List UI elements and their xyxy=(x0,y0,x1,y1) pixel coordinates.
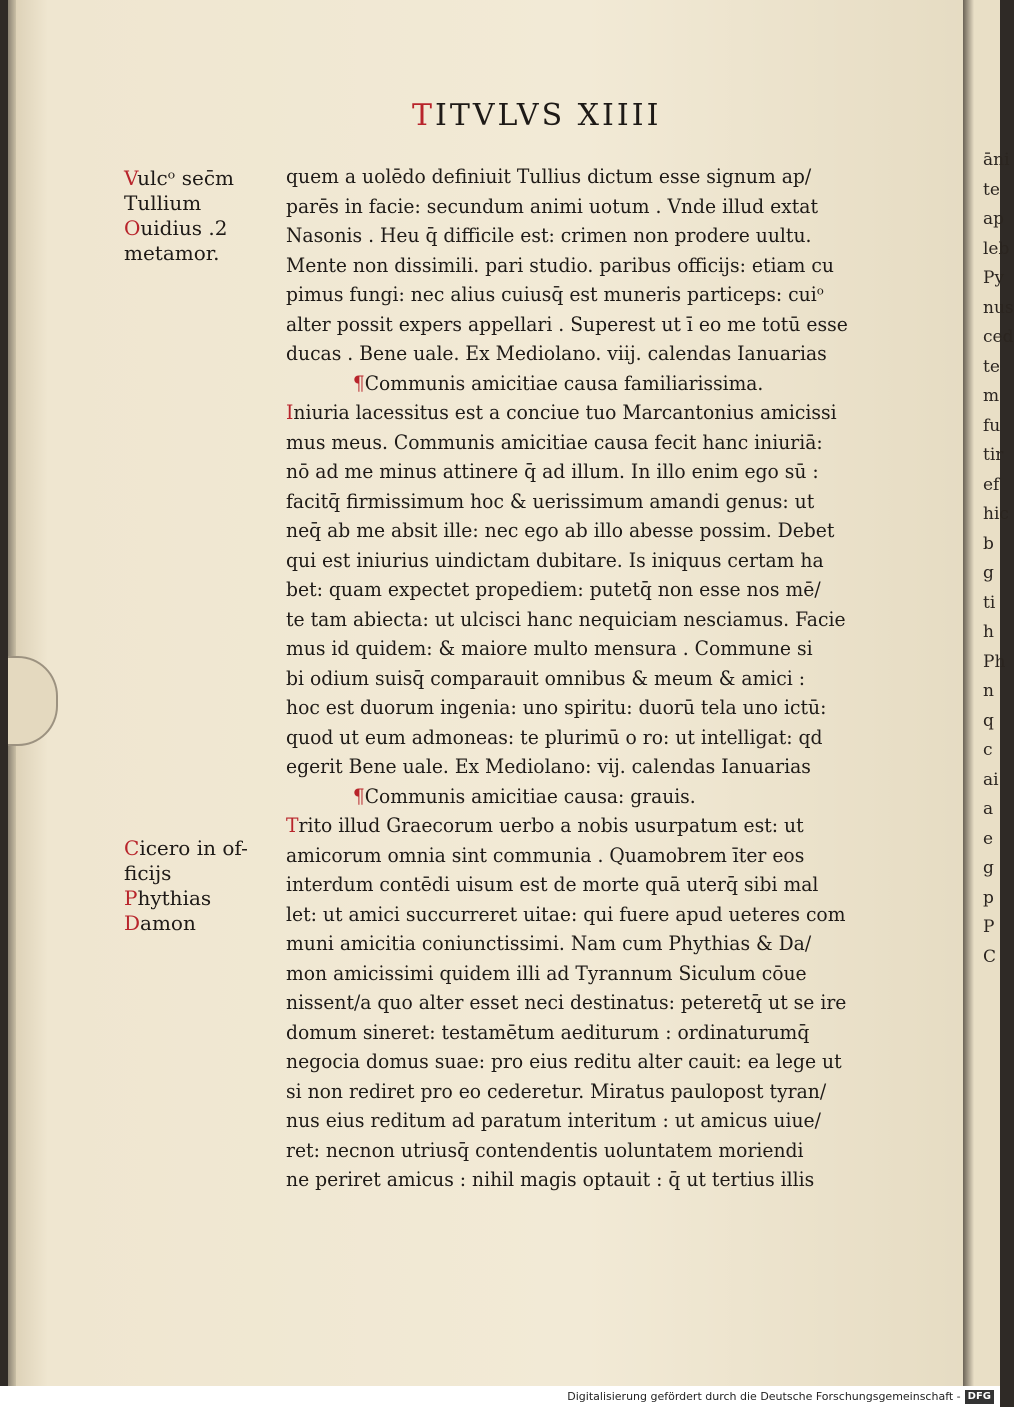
text-line xyxy=(286,398,901,428)
text-line xyxy=(286,428,901,458)
line-text: egerit Bene uale. Ex Mediolano: vij. calendas Ianuarias xyxy=(286,755,811,778)
margin-note-line xyxy=(124,216,264,241)
facing-page-fragment: Ph xyxy=(983,651,1006,672)
line-text: mon amicissimi quidem illi ad Tyrannum Siculum cōue xyxy=(286,961,807,985)
facing-page-fragment: q xyxy=(983,710,994,731)
facing-page-fragment: h xyxy=(983,622,994,642)
text-line xyxy=(286,280,901,310)
facing-page-fragment: fu xyxy=(983,415,1001,436)
line-text: nissent/a quo alter esset neci destinatus: peteretq̄ ut se ire xyxy=(286,991,847,1014)
margin-note-initial: C xyxy=(124,836,140,860)
line-text: neq̄ ab me absit ille: nec ego ab illo abesse possim. Debet xyxy=(286,519,835,542)
facing-page-fragment: g xyxy=(983,858,994,878)
paragraph-mark: ¶ xyxy=(352,371,365,395)
margin-note-text: ulcᵒ sec̄m xyxy=(137,166,234,190)
line-text: quem a uolēdo definiuit Tullius dictum esse signum ap/ xyxy=(286,165,812,188)
initial-capital: T xyxy=(286,814,299,837)
text-line xyxy=(286,841,901,871)
text-line xyxy=(286,192,901,222)
margin-note-line xyxy=(124,166,264,191)
margin-notes-bottom xyxy=(124,836,264,936)
line-text: quod ut eum admoneas: te plurimū o ro: ut intelligat: qd xyxy=(286,725,823,749)
facing-page-fragment: ti xyxy=(983,592,996,613)
footer-text: Digitalisierung gefördert durch die Deutsche Forschungsgemeinschaft - xyxy=(567,1390,961,1403)
text-line xyxy=(286,1018,901,1048)
margin-note-text: uidius .2 xyxy=(140,216,228,240)
facing-page-fragment: ced xyxy=(983,327,1014,347)
margin-note-initial: P xyxy=(124,886,138,910)
facing-page-fragment: a xyxy=(983,799,994,819)
line-text: negocia domus suae: pro eius reditu alter cauit: ea lege ut xyxy=(286,1050,842,1073)
facing-page-fragment: leb xyxy=(983,238,1010,259)
margin-note-text: metamor. xyxy=(124,241,220,265)
line-text: si non rediret pro eo cederetur. Miratus paulopost tyran/ xyxy=(286,1079,827,1103)
facing-page-fragment: Py xyxy=(983,268,1005,288)
line-text: amicorum omnia sint communia . Quamobrem īter eos xyxy=(286,843,805,867)
text-line xyxy=(286,900,901,930)
facing-page-fragment: tir xyxy=(983,445,1004,465)
text-line xyxy=(286,487,901,517)
facing-page-fragment: te xyxy=(983,356,1000,377)
facing-page-fragment: ap xyxy=(983,209,1005,229)
facing-page-fragment: n xyxy=(983,681,994,701)
line-text: niuria lacessitus est a conciue tuo Marcantonius amicissi xyxy=(293,401,837,424)
line-text: Nasonis . Heu q̄ difficile est: crimen non prodere uultu. xyxy=(286,224,812,247)
title-initial: T xyxy=(412,98,436,133)
line-text: Communis amicitiae causa: grauis. xyxy=(364,784,696,808)
line-text: mus id quidem: & maiore multo mensura . Commune si xyxy=(286,637,813,660)
rubric-heading xyxy=(286,782,898,812)
facing-page-fragment: m xyxy=(983,386,1000,406)
main-text xyxy=(286,162,926,1195)
line-text: parēs in facie: secundum animi uotum . Vnde illud extat xyxy=(286,194,818,218)
line-text: pimus fungi: nec alius cuiusq̄ est muneris particeps: cuiᵒ xyxy=(286,283,824,306)
initial-capital: I xyxy=(286,401,294,424)
margin-note-line xyxy=(124,836,264,861)
line-text: interdum contēdi uisum est de morte quā uterq̄ sibi mal xyxy=(286,873,819,896)
line-text: Communis amicitiae causa familiarissima. xyxy=(364,371,764,395)
line-text: muni amicitia coniunctissimi. Nam cum Phythias & Da/ xyxy=(286,932,812,955)
text-line xyxy=(286,339,901,369)
line-text: hoc est duorum ingenia: uno spiritu: duorū tela uno ictū: xyxy=(286,696,827,719)
margin-note-initial: O xyxy=(124,216,141,240)
text-line xyxy=(286,1047,901,1077)
line-text: nus eius reditum ad paratum interitum : ut amicus uiue/ xyxy=(286,1109,821,1132)
facing-page-fragment: c xyxy=(983,740,993,760)
text-line xyxy=(286,516,901,546)
facing-page-fragment: P xyxy=(983,917,995,937)
paragraph-mark: ¶ xyxy=(352,784,365,808)
digitization-footer xyxy=(0,1386,1000,1407)
line-text: Mente non dissimili. pari studio. paribus officijs: etiam cu xyxy=(286,253,834,277)
text-line xyxy=(286,752,901,782)
margin-note-text: ficijs xyxy=(124,861,172,885)
facing-page-fragment: hic xyxy=(983,504,1009,524)
text-line xyxy=(286,929,901,959)
text-line xyxy=(286,310,901,340)
margin-note-line xyxy=(124,241,264,266)
margin-note-line xyxy=(124,191,264,216)
text-line xyxy=(286,221,901,251)
facing-page-fragment: āni xyxy=(983,150,1010,170)
dfg-logo: DFG xyxy=(965,1390,994,1404)
margin-note-text: Tullium xyxy=(124,191,202,215)
line-text: nō ad me minus attinere q̄ ad illum. In illo enim ego sū : xyxy=(286,460,819,483)
facing-page-fragment: te xyxy=(983,179,1000,200)
title-text: ITVLVS XIIII xyxy=(435,98,662,133)
line-text: facitq̄ firmissimum hoc & uerissimum amandi genus: ut xyxy=(286,489,815,513)
text-line xyxy=(286,959,901,989)
text-line xyxy=(286,1077,901,1107)
text-line xyxy=(286,693,901,723)
margin-note-line xyxy=(124,911,264,936)
facing-page-fragment: b xyxy=(983,533,994,554)
line-text: qui est iniurius uindictam dubitare. Is iniquus certam ha xyxy=(286,548,824,572)
text-line xyxy=(286,1165,901,1195)
line-text: let: ut amici succurreret uitae: qui fuere apud ueteres com xyxy=(286,902,846,926)
line-text: ducas . Bene uale. Ex Mediolano. viij. calendas Ianuarias xyxy=(286,342,827,365)
line-text: domum sineret: testamētum aediturum : ordinaturumq̄ xyxy=(286,1020,810,1044)
facing-page-fragment: C xyxy=(983,946,997,967)
facing-page-fragment: nus xyxy=(983,297,1014,318)
facing-page-fragment: ef xyxy=(983,474,1000,495)
line-text: ne periret amicus : nihil magis optauit : q̄ ut tertius illis xyxy=(286,1168,815,1191)
text-line xyxy=(286,1106,901,1136)
line-text: rito illud Graecorum uerbo a nobis usurpatum est: ut xyxy=(298,814,804,837)
margin-note-line xyxy=(124,886,264,911)
text-line xyxy=(286,575,901,605)
line-text: bi odium suisq̄ comparauit omnibus & meum & amici : xyxy=(286,666,806,690)
text-line xyxy=(286,1136,901,1166)
facing-page-fragment: p xyxy=(983,887,994,908)
book-clasp xyxy=(8,656,58,746)
line-text: alter possit expers appellari . Superest ut ī eo me totū esse xyxy=(286,312,848,336)
line-text: mus meus. Communis amicitiae causa fecit hanc iniuriā: xyxy=(286,430,823,454)
line-text: bet: quam expectet propediem: putetq̄ non esse nos mē/ xyxy=(286,578,821,601)
text-line xyxy=(286,162,901,192)
text-line xyxy=(286,605,901,635)
margin-note-text: icero in of- xyxy=(139,836,248,860)
text-line xyxy=(286,811,901,841)
margin-note-initial: D xyxy=(124,911,141,935)
margin-note-initial: V xyxy=(124,166,138,190)
line-text: te tam abiecta: ut ulcisci hanc nequiciam nesciamus. Facie xyxy=(286,607,846,631)
facing-page-fragment: g xyxy=(983,563,994,583)
text-line xyxy=(286,870,901,900)
text-line xyxy=(286,723,901,753)
text-line xyxy=(286,634,901,664)
rubric-heading xyxy=(286,369,898,399)
line-text: ret: necnon utriusq̄ contendentis uoluntatem moriendi xyxy=(286,1138,804,1162)
margin-note-text: amon xyxy=(140,911,196,935)
text-line xyxy=(286,988,901,1018)
text-line xyxy=(286,457,901,487)
margin-notes-top xyxy=(124,166,264,266)
facing-page-fragment: e xyxy=(983,828,994,849)
text-line xyxy=(286,546,901,576)
page-title xyxy=(412,98,732,138)
margin-note-text: hythias xyxy=(137,886,212,910)
facing-page-fragment: ai xyxy=(983,769,999,790)
facing-page xyxy=(963,0,1014,1386)
margin-note-line xyxy=(124,861,264,886)
text-line xyxy=(286,251,901,281)
text-line xyxy=(286,664,901,694)
